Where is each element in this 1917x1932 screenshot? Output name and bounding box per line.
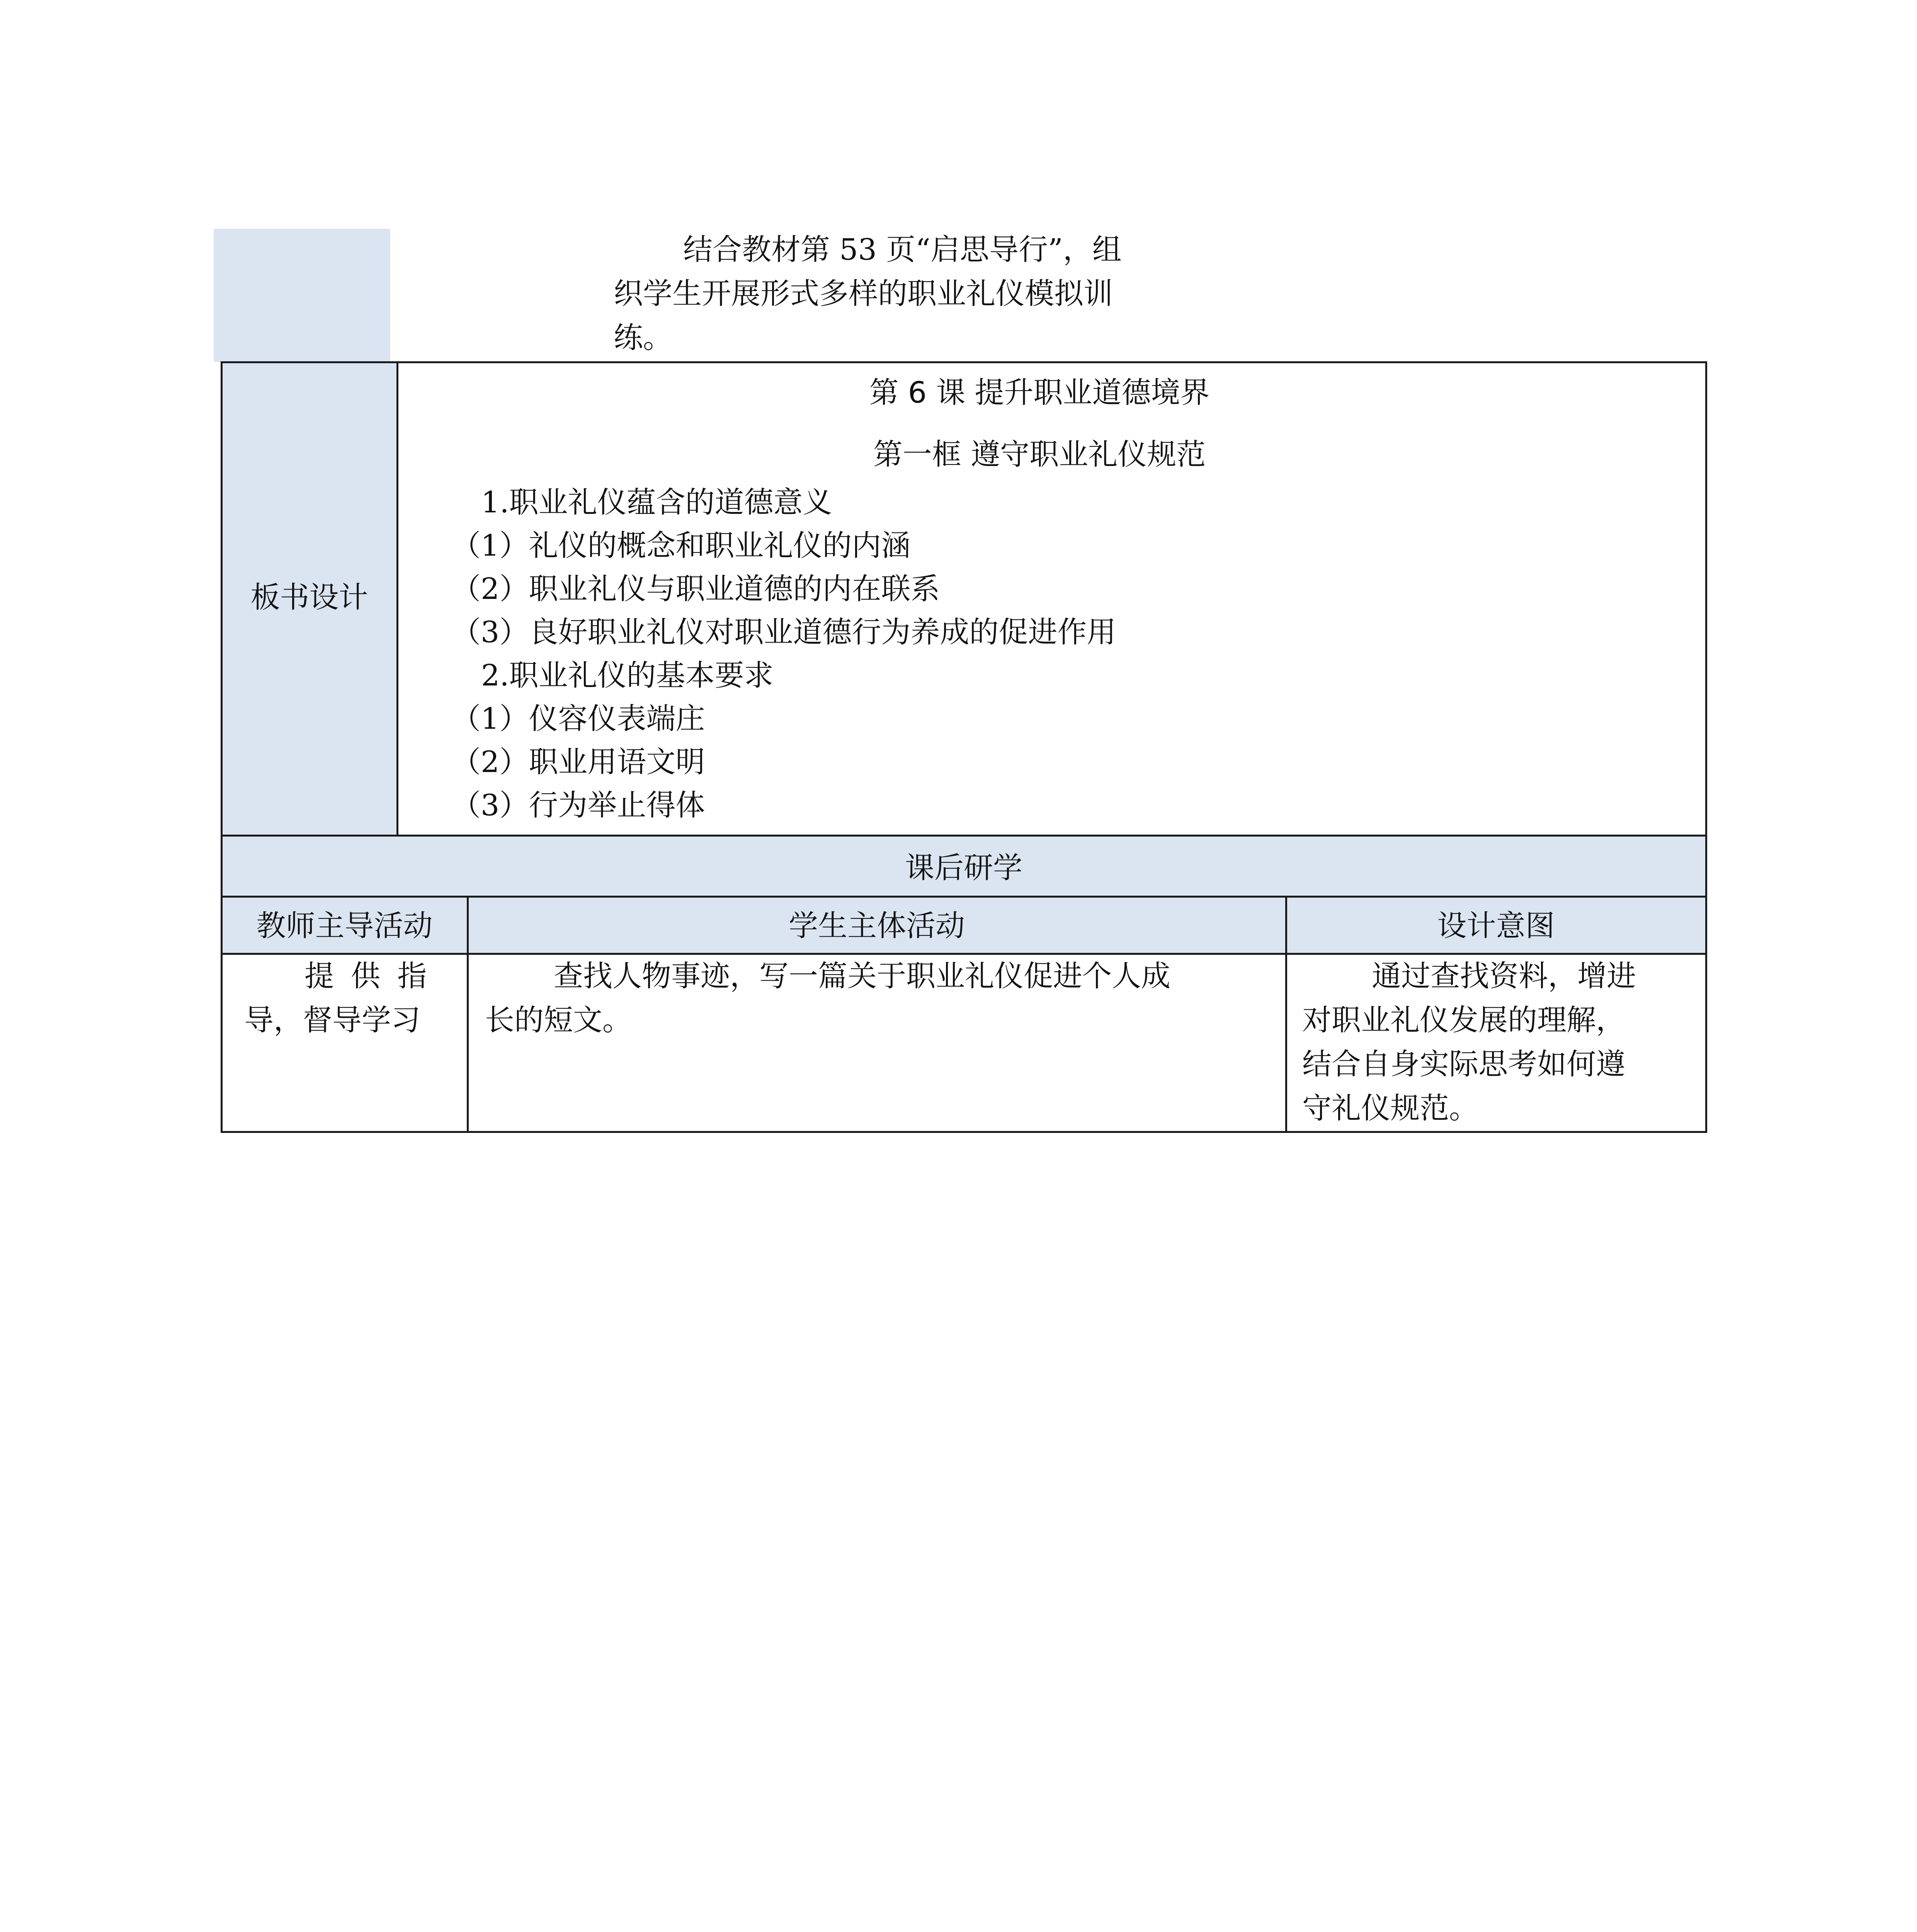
board-item-8: （3）行为举止得体 [451, 788, 705, 822]
design-intent-line-1: 通过查找资料，增进 [1372, 959, 1636, 993]
board-item-1: 1.职业礼仪蕴含的道德意义 [481, 485, 832, 519]
after-class-title: 课后研学 [905, 850, 1022, 885]
border-col-divider-2 [1285, 896, 1287, 1133]
board-title-frame: 第一框 遵守职业礼仪规范 [873, 437, 1206, 471]
header-teacher-activity: 教师主导活动 [256, 908, 433, 943]
design-intent-line-3: 结合自身实际思考如何遵 [1302, 1047, 1625, 1081]
board-item-6: （1）仪容仪表端庄 [451, 701, 705, 736]
teacher-activity-line-1: 提 供 指 [304, 959, 427, 993]
border-table-bottom [221, 1131, 1707, 1133]
border-header-top [221, 896, 1707, 898]
prev-text-line-3: 练。 [614, 320, 672, 355]
border-header-bottom [221, 953, 1707, 955]
border-top-board [221, 361, 1707, 363]
board-item-4: （3）良好职业礼仪对职业道德行为养成的促进作用 [451, 615, 1116, 649]
border-left [221, 361, 223, 1133]
border-after-title-top [221, 835, 1707, 837]
prev-text-line-1: 结合教材第 53 页“启思导行”，组 [683, 232, 1122, 267]
student-activity-line-2: 长的短文。 [485, 1003, 632, 1037]
student-activity-line-1: 查找人物事迹，写一篇关于职业礼仪促进个人成 [554, 959, 1170, 993]
header-design-intent: 设计意图 [1437, 908, 1555, 943]
prev-text-line-2: 织学生开展形式多样的职业礼仪模拟训 [614, 276, 1113, 311]
board-item-7: （2）职业用语文明 [451, 745, 705, 779]
board-label: 板书设计 [250, 580, 368, 614]
prev-label-cell [214, 229, 390, 362]
teacher-activity-line-2: 导，督导学习 [244, 1003, 420, 1037]
border-right [1705, 361, 1707, 1133]
design-intent-line-2: 对职业礼仪发展的理解， [1302, 1003, 1625, 1037]
board-title-lesson: 第 6 课 提升职业道德境界 [869, 375, 1210, 410]
border-board-divider [396, 361, 398, 836]
board-item-5: 2.职业礼仪的基本要求 [481, 658, 774, 692]
board-item-2: （1）礼仪的概念和职业礼仪的内涵 [451, 528, 911, 563]
header-student-activity: 学生主体活动 [789, 908, 965, 943]
design-intent-line-4: 守礼仪规范。 [1302, 1091, 1478, 1125]
board-item-3: （2）职业礼仪与职业道德的内在联系 [451, 571, 940, 606]
border-col-divider-1 [467, 896, 469, 1133]
